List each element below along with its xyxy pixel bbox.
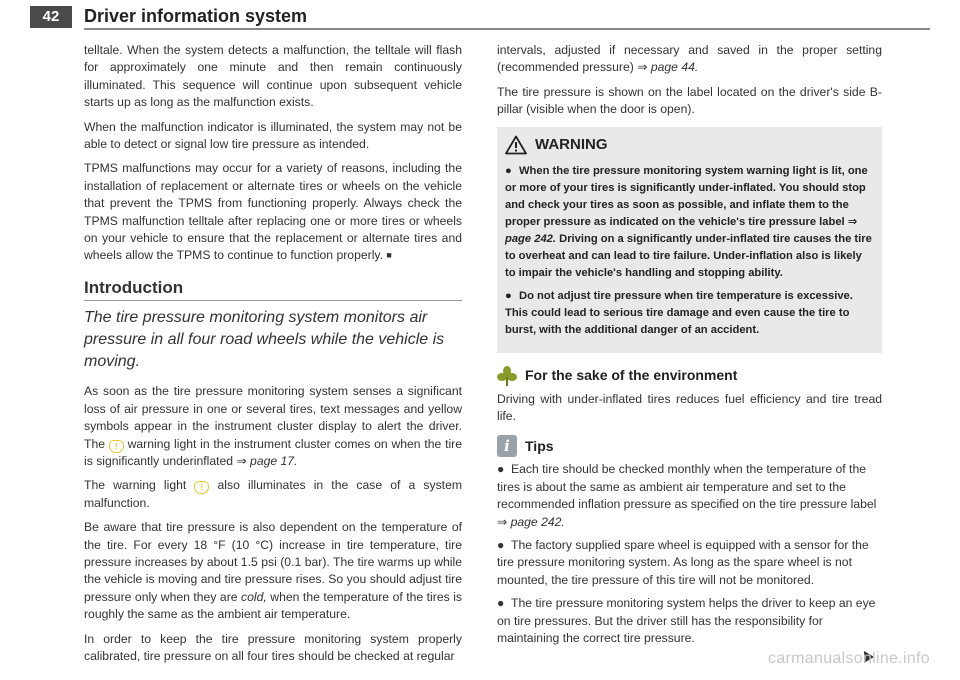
warning-item: ● When the tire pressure monitoring system warning light is lit, one or more of your tires is significantly under-inflated. You should stop and check your tires as soon as possible, and inflate them to the proper pressure as indicated on the vehicle's tire pressure label ⇒ page 242. Driving on a significantly under-inflated tire causes the tire to overheat and can lead to tire failure. Under-inflation also is likely to impair the vehicle's handling and stopping ability. [505, 164, 872, 279]
paragraph: In order to keep the tire pressure monitoring system properly calibrated, tire pressure on all four tires should be checked at regular [84, 631, 462, 663]
warning-triangle-icon [505, 135, 527, 155]
leaf-icon [497, 365, 517, 387]
paragraph [84, 519, 462, 623]
paragraph-text: TPMS malfunctions may occur for a variety of reasons, including the installation of replacement or alternate tires or wheels on the vehicle that prevent the TPMS from functioning properly. Always check the TPMS malfunction telltale after replacing one or more tires or wheels on your vehicle to ensure that the replacement or alternate tires and wheels allow the TPMS to continue to function properly. [84, 161, 462, 263]
info-icon: i [497, 435, 517, 457]
tips-text: Each tire should be checked monthly when the temperature of the tires is about the same as ambient air temperature and set to the recommended inflation pressure as specified on the tire pressure label [497, 462, 877, 512]
warning-text: When the tire pressure monitoring system warning light is lit, one or more of your tires is significantly under-inflated. You should stop and check your tires as soon as possible, and inflate them to the proper pressure as indicated on the vehicle's tire pressure label [505, 164, 868, 228]
header-divider [84, 28, 930, 30]
warning-box [497, 127, 882, 353]
paragraph [497, 42, 882, 77]
warning-text: Do not adjust tire pressure when tire temperature is excessive. This could lead to serious tire damage and even cause the tire to burst, with the additional danger of an accident. [505, 289, 853, 336]
tpms-warning-icon: ! [109, 440, 124, 453]
warning-text: Driving on a significantly under-inflated tire causes the tire to overheat and can lead to tire failure. Under-inflation also is likely to impair the vehicle's handling and stopping ability. [505, 232, 872, 279]
tips-header [497, 435, 882, 457]
paragraph-text: intervals, adjusted if necessary and saved in the proper setting (recommended pressure) [497, 43, 882, 75]
page-number: 42 [30, 6, 72, 28]
introduction-heading: Introduction [84, 279, 462, 301]
paragraph: telltale. When the system detects a malfunction, the telltale will flash for approximately one minute and then remain continuously illuminated. This sequence will continue upon subsequent vehicle starts up as long as the malfunction exists. [84, 43, 462, 110]
page-44-link[interactable]: ⇒ page 44. [637, 60, 699, 75]
warning-title: WARNING [535, 135, 608, 153]
section-title: Driver information system [84, 6, 308, 26]
paragraph-text: when the temperature of the tires is roughly the same as the ambient air temperature. [84, 589, 462, 622]
paragraph-text: warning light in the instrument cluster comes on when the tire is significantly underinflated [84, 436, 462, 468]
tips-item: ● The tire pressure monitoring system helps the driver to keep an eye on tire pressures. But the driver still has the responsibility for maintaining the correct tire pressure. [497, 596, 876, 646]
tips-text: The factory supplied spare wheel is equipped with a sensor for the tire pressure monitoring system. As long as the spare wheel is not mounted, the tire pressure of this tire will not be monitored. [497, 538, 869, 587]
tips-item: ● Each tire should be checked monthly when the temperature of the tires is about the same as ambient air temperature and set to the recommended inflation pressure as specified on the tire pressure label ⇒ page 242. [497, 462, 877, 529]
tpms-warning-icon: ! [194, 481, 209, 494]
end-mark: ■ [386, 250, 392, 261]
page-17-link[interactable]: ⇒ page 17. [236, 453, 298, 468]
page-242-link[interactable]: ⇒ page 242. [505, 215, 858, 245]
left-column [84, 42, 462, 672]
tips-item: ● The factory supplied spare wheel is equipped with a sensor for the tire pressure monitoring system. As long as the spare wheel is not mounted, the tire pressure of this tire will not be monitored. [497, 538, 869, 587]
tips-title: Tips [525, 437, 554, 454]
page-header [0, 0, 960, 30]
tips-text: The tire pressure monitoring system helps the driver to keep an eye on tire pressures. But the driver still has the responsibility for maintaining the correct tire pressure. [497, 596, 876, 646]
paragraph: When the malfunction indicator is illuminated, the system may not be able to detect or signal low tire pressure as intended. [84, 119, 462, 152]
paragraph [84, 160, 462, 264]
paragraph [84, 477, 462, 512]
right-column [497, 42, 882, 654]
paragraph-text: Be aware that tire pressure is also dependent on the temperature of the tire. For every 18 °F (10 °C) increase in tire temperature, tire pressure increases by about 1.5 psi (0.1 bar). The tire warms up while the vehicle is moving and tire pressure rises. So you should adjust tire pressure only when they are [84, 520, 462, 604]
page-242-link[interactable]: ⇒ page 242. [497, 514, 565, 529]
paragraph-text: As soon as the tire pressure monitoring system senses a significant loss of air pressure in one or several tires, text messages and yellow symbols appear in the instrument cluster display to alert the driver. The [84, 384, 462, 451]
paragraph: The tire pressure is shown on the label located on the driver's side B-pillar (visible when the door is open). [497, 84, 882, 117]
warning-header [505, 135, 874, 155]
paragraph [84, 383, 462, 470]
emphasis-cold: cold, [241, 589, 267, 604]
lead-statement: The tire pressure monitoring system monitors air pressure in all four road wheels while the vehicle is moving. [84, 309, 445, 371]
environment-title: For the sake of the environment [525, 366, 738, 383]
environment-header [497, 365, 882, 387]
environment-text: Driving with under-inflated tires reduces fuel efficiency and tire tread life. [497, 391, 882, 424]
paragraph-text: also illuminates in the case of a system malfunction. [84, 478, 462, 510]
warning-item: ● Do not adjust tire pressure when tire temperature is excessive. This could lead to serious tire damage and even cause the tire to burst, with the additional danger of an accident. [505, 289, 853, 336]
paragraph-text: The warning light [84, 478, 187, 493]
footer-watermark: carmanualsonline.info [768, 650, 930, 667]
